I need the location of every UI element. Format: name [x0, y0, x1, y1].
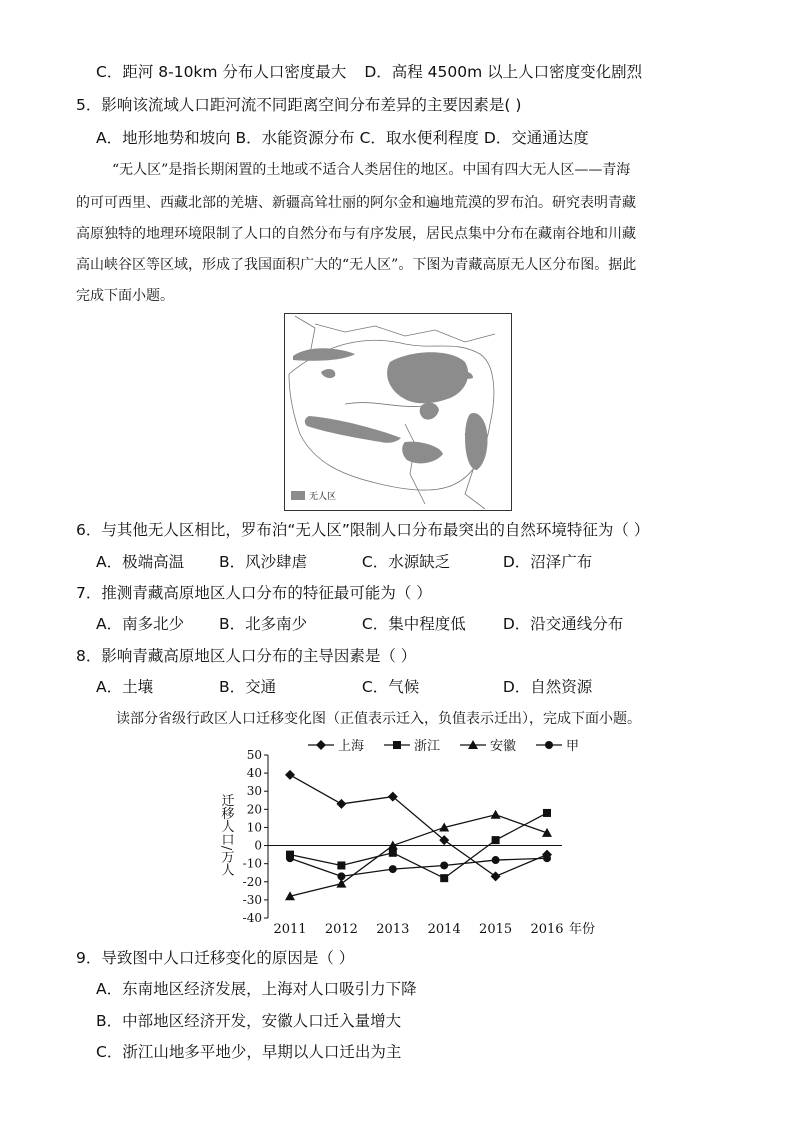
q8-option-a: A．土壤	[96, 678, 154, 696]
passage1-line-3: 高原独特的地理环境限制了人口的自然分布与有序发展，居民点集中分布在藏南谷地和川藏	[76, 226, 636, 242]
q7-option-b: B．北多南少	[218, 615, 308, 633]
no-mans-land-area	[321, 369, 335, 378]
legend-item	[384, 738, 440, 754]
y-tick-label: 10	[246, 820, 262, 835]
passage1-line-2: 的可可西里、西藏北部的羌塘、新疆高耸壮丽的阿尔金和遍地荒漠的罗布泊。研究表明青藏	[76, 195, 636, 211]
y-tick-label: -20	[242, 874, 262, 889]
x-tick-label: 2012	[324, 922, 358, 937]
q7-stem: 7．推测青藏高原地区人口分布的特征最可能为（ ）	[76, 584, 432, 602]
data-point	[440, 874, 448, 882]
y-tick-label: -30	[242, 892, 262, 907]
passage2: 读部分省级行政区人口迁移变化图（正值表示迁入，负值表示迁出），完成下面小题。	[116, 711, 641, 727]
q6-option-a: A．极端高温	[96, 553, 185, 571]
q9-option-b: B．中部地区经济开发，安徽人口迁入量增大	[96, 1012, 402, 1030]
q6-option-b: B．风沙肆虐	[218, 553, 308, 571]
q9-stem: 9．导致图中人口迁移变化的原因是（ ）	[76, 949, 355, 967]
no-mans-land-area	[420, 403, 439, 420]
y-tick-label: 50	[246, 748, 262, 762]
q8-option-c: C．气候	[361, 678, 420, 696]
series-line	[290, 815, 547, 897]
q4-options	[96, 62, 642, 82]
legend-swatch	[291, 491, 305, 500]
q4-option-c: C．距河 8-10km 分布人口密度最大	[96, 63, 347, 81]
migration-line-chart	[212, 735, 596, 940]
border-line-inner	[345, 403, 425, 407]
data-point	[389, 849, 397, 857]
data-point	[440, 861, 448, 869]
chart-legend	[308, 738, 579, 754]
data-point	[393, 741, 401, 749]
data-point	[388, 841, 398, 850]
legend-item	[308, 739, 364, 754]
chart-xlabel: 年份	[569, 922, 596, 937]
q6-option-d: D．沼泽广布	[502, 553, 593, 571]
tibetan-plateau-map	[284, 313, 512, 511]
data-point	[492, 856, 500, 864]
x-tick-label: 2011	[273, 922, 307, 937]
data-point	[336, 799, 346, 809]
legend-label: 无人区	[309, 492, 337, 502]
no-mans-land-area	[293, 348, 355, 361]
data-point	[337, 872, 345, 880]
data-point	[491, 810, 501, 819]
x-tick-label: 2014	[427, 922, 461, 937]
passage1-line-4: 高山峡谷区等区域，形成了我国面积广大的“无人区”。下图为青藏高原无人区分布图。据此	[76, 257, 637, 273]
legend-label: 上海	[338, 739, 365, 754]
legend-label: 安徽	[490, 739, 517, 754]
data-point	[542, 828, 552, 837]
q7-option-d: D．沿交通线分布	[502, 615, 624, 633]
data-point	[285, 770, 295, 780]
q9-option-c: C．浙江山地多平地少，早期以人口迁出为主	[96, 1043, 402, 1061]
series-circle	[286, 854, 551, 880]
q8-stem: 8．影响青藏高原地区人口分布的主导因素是（ ）	[76, 647, 417, 665]
map-drawing	[285, 314, 511, 510]
chart-series	[285, 770, 552, 900]
x-tick-label: 2015	[479, 922, 513, 937]
series-line	[290, 858, 547, 876]
y-tick-label: 40	[246, 766, 262, 781]
data-point	[389, 865, 397, 873]
q8-option-b: B．交通	[218, 678, 277, 696]
q7-option-a: A．南多北少	[96, 615, 185, 633]
data-point	[316, 740, 326, 750]
no-mans-land-area	[387, 352, 468, 403]
no-mans-land-areas	[293, 348, 488, 470]
q4-option-d: D．高程 4500m 以上人口密度变化剧烈	[364, 63, 643, 81]
data-point	[543, 854, 551, 862]
legend-label: 浙江	[414, 739, 441, 754]
legend-label: 甲	[566, 739, 580, 754]
passage1-line-1: “无人区”是指长期闲置的土地或不适合人类居住的地区。中国有四大无人区——青海	[112, 162, 631, 178]
legend-item	[460, 738, 516, 754]
q5-options: A．地形地势和坡向 B．水能资源分布 C．取水便利程度 D．交通通达度	[96, 129, 589, 147]
q8-options	[96, 677, 592, 697]
border-line-west	[295, 316, 315, 354]
data-point	[491, 871, 501, 881]
no-mans-land-area	[305, 416, 401, 443]
border-line-north	[315, 324, 495, 342]
no-mans-land-area	[402, 442, 443, 464]
x-tick-label: 2016	[530, 922, 564, 937]
no-mans-land-area	[465, 413, 488, 470]
y-tick-label: 30	[246, 784, 262, 799]
passage1-line-5: 完成下面小题。	[76, 288, 174, 304]
q7-options	[96, 614, 623, 634]
river-line	[405, 424, 425, 504]
q7-option-c: C．集中程度低	[361, 615, 466, 633]
data-point	[545, 741, 553, 749]
q6-option-c: C．水源缺乏	[361, 553, 451, 571]
q9-option-a: A．东南地区经济发展，上海对人口吸引力下降	[96, 980, 417, 998]
chart-ylabel: 迁移人口/万人	[218, 793, 234, 877]
data-point	[286, 854, 294, 862]
y-tick-label: 20	[246, 802, 262, 817]
y-tick-label: -40	[242, 911, 262, 925]
data-point	[492, 836, 500, 844]
y-tick-label: 0	[254, 838, 262, 853]
q6-options	[96, 552, 592, 572]
x-tick-label: 2013	[376, 922, 410, 937]
q5-stem: 5．影响该流域人口距河流不同距离空间分布差异的主要因素是( )	[76, 96, 522, 114]
series-diamond	[285, 770, 552, 881]
migration-chart	[212, 735, 596, 940]
legend-item	[536, 739, 579, 754]
series-line	[290, 775, 547, 876]
q8-option-d: D．自然资源	[502, 678, 593, 696]
series-triangle	[285, 810, 552, 901]
q6-stem: 6．与其他无人区相比，罗布泊“无人区”限制人口分布最突出的自然环境特征为（ ）	[76, 521, 650, 539]
data-point	[337, 861, 345, 869]
data-point	[543, 809, 551, 817]
y-tick-label: -10	[242, 856, 262, 871]
